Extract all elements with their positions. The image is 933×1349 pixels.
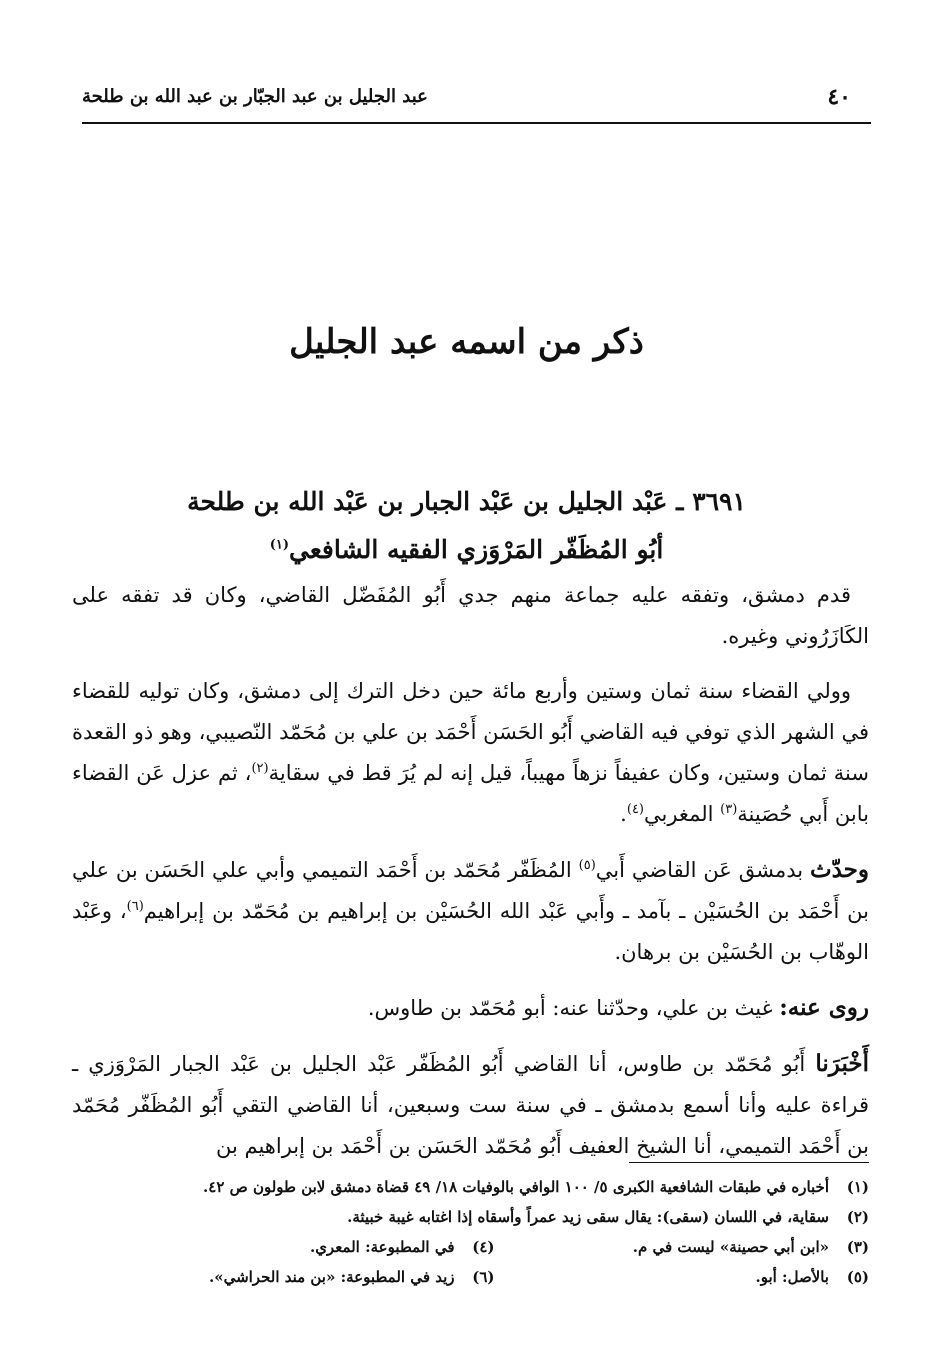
footnote-text: في المطبوعة: المعري. <box>309 1238 455 1256</box>
footnote-6 <box>120 1262 495 1292</box>
footnote-number: (٤) <box>472 1238 495 1256</box>
paragraph-4 <box>72 987 869 1029</box>
paragraph-3-text-b: المُظَفّر مُحَمّد بن أَحْمَد التميمي وأبي علي الحَسَن بن علي بن أَحْمَد بن الحُسَيْن ـ بآمد ـ وأَبي عَبْد الله الحُسَيْن بن إبراهيم بن مُحَمّد بن إبراهيم <box>72 858 869 923</box>
footnote-text: بالأصل: أبو. <box>755 1268 829 1286</box>
footnote-3 <box>495 1232 870 1262</box>
footnote-number: (٥) <box>846 1268 869 1286</box>
footnote-4 <box>120 1232 495 1262</box>
footnote-text: زيد في المطبوعة: «بن مند الحراشي». <box>208 1268 455 1286</box>
paragraph-4-lead: روى عنه: <box>779 994 869 1021</box>
footnote-pair-5-6 <box>120 1262 869 1292</box>
footnote-number: (٣) <box>846 1238 869 1256</box>
running-header <box>82 84 851 118</box>
paragraph-2-text-a: وولي القضاء سنة ثمان وستين وأربع مائة حين دخل الترك إلى دمشق، وكان توليه للقضاء في الشهر الذي توفي فيه القاضي أَبُو الحَسَن أَحْمَد بن علي بن مُحَمّد النّصيبي، وهو ذو القعدة سنة ثمان وستين، وكان عفيفاً نزهاً مهيباً، قيل إنه لم يُرَ قط في سقاية <box>72 679 869 785</box>
paragraph-2-text-b: ، ثم عزل عَن القضاء بابن أَبي حُصَينة <box>72 761 869 826</box>
footnote-ref: (٦) <box>126 899 144 914</box>
paragraph-3-text-a: بدمشق عَن القاضي أَبي <box>595 858 810 882</box>
footnote-ref: (٥) <box>578 858 596 873</box>
paragraph-5-text: أَبُو مُحَمّد بن طاوس، أنا القاضي أَبُو المُظَفّر عَبْد الجليل بن عَبْد الجبار المَرْوَزي ـ قراءة عليه وأنا أسمع بدمشق ـ في سنة ست وسبعين، أنا القاضي التقي أَبُو المُظَفّر مُحَمّد بن أَحْمَد التميمي، أنا الشيخ العفيف أَبُو مُحَمّد الحَسَن بن أَحْمَد بن إبراهيم بن <box>72 1052 869 1158</box>
footnote-text: أخباره في طبقات الشافعية الكبرى ٥/ ١٠٠ الوافي بالوفيات ١٨/ ٤٩ قضاة دمشق لابن طولون ص ٤٢. <box>203 1178 829 1196</box>
header-rule <box>82 122 871 124</box>
footnote-ref: (٤) <box>626 802 644 817</box>
footnote-number: (١) <box>846 1178 869 1196</box>
paragraph-5 <box>72 1043 869 1167</box>
paragraph-2-text-d: . <box>620 802 627 826</box>
paragraph-1: قدم دمشق، وتفقه عليه جماعة منهم جدي أَبُو المُفَضّل القاضي، وكان قد تفقه على الكَازَرُوني وغيره. <box>72 583 869 648</box>
paragraph-3 <box>72 849 869 973</box>
footnote-ref: (٣) <box>720 802 738 817</box>
footnote-2 <box>120 1202 869 1232</box>
paragraph-3-lead: وحدّث <box>809 856 870 883</box>
footnote-text: «ابن أبي حصينة» ليست في م. <box>632 1238 829 1256</box>
entry-heading-text2: أبُو المُظَفّر المَرْوَزي الفقيه الشافعي <box>289 535 664 564</box>
paragraph-2 <box>72 671 869 835</box>
page-number: ٤٠ <box>827 84 851 110</box>
entry-heading-line2 <box>120 526 813 574</box>
section-title: ذكر من اسمه عبد الجليل <box>289 322 644 362</box>
footnote-rule <box>629 1162 869 1163</box>
footnote-number: (٦) <box>472 1268 495 1286</box>
footnote-5 <box>495 1262 870 1292</box>
footnote-1 <box>120 1172 869 1202</box>
footnote-ref: (١) <box>269 537 290 553</box>
paragraph-3-text-c: ، وعَبْد الوهّاب بن الحُسَيْن بن برهان. <box>72 899 869 964</box>
footnote-ref: (٢) <box>251 761 269 776</box>
paragraph-4-text: غيث بن علي، وحدّثنا عنه: أبو مُحَمّد بن طاوس. <box>367 996 780 1020</box>
running-title: عبد الجليل بن عبد الجبّار بن عبد الله بن طلحة <box>82 86 428 107</box>
footnote-text: سقاية، في اللسان (سقى): يقال سقى زيد عمراً وأسقاه إذا اغتابه غيبة خبيثة. <box>347 1208 829 1226</box>
entry-heading <box>120 478 813 574</box>
entry-heading-line1: ٣٦٩١ ـ عَبْد الجليل بن عَبْد الجبار بن عَبْد الله بن طلحة <box>187 487 746 516</box>
footnotes <box>120 1172 869 1292</box>
footnote-pair-3-4 <box>120 1232 869 1262</box>
body-text <box>72 575 869 1181</box>
footnote-number: (٢) <box>846 1208 869 1226</box>
paragraph-5-lead: أَخْبَرَنا <box>815 1050 869 1077</box>
paragraph-2-text-c: المغربي <box>644 802 721 826</box>
